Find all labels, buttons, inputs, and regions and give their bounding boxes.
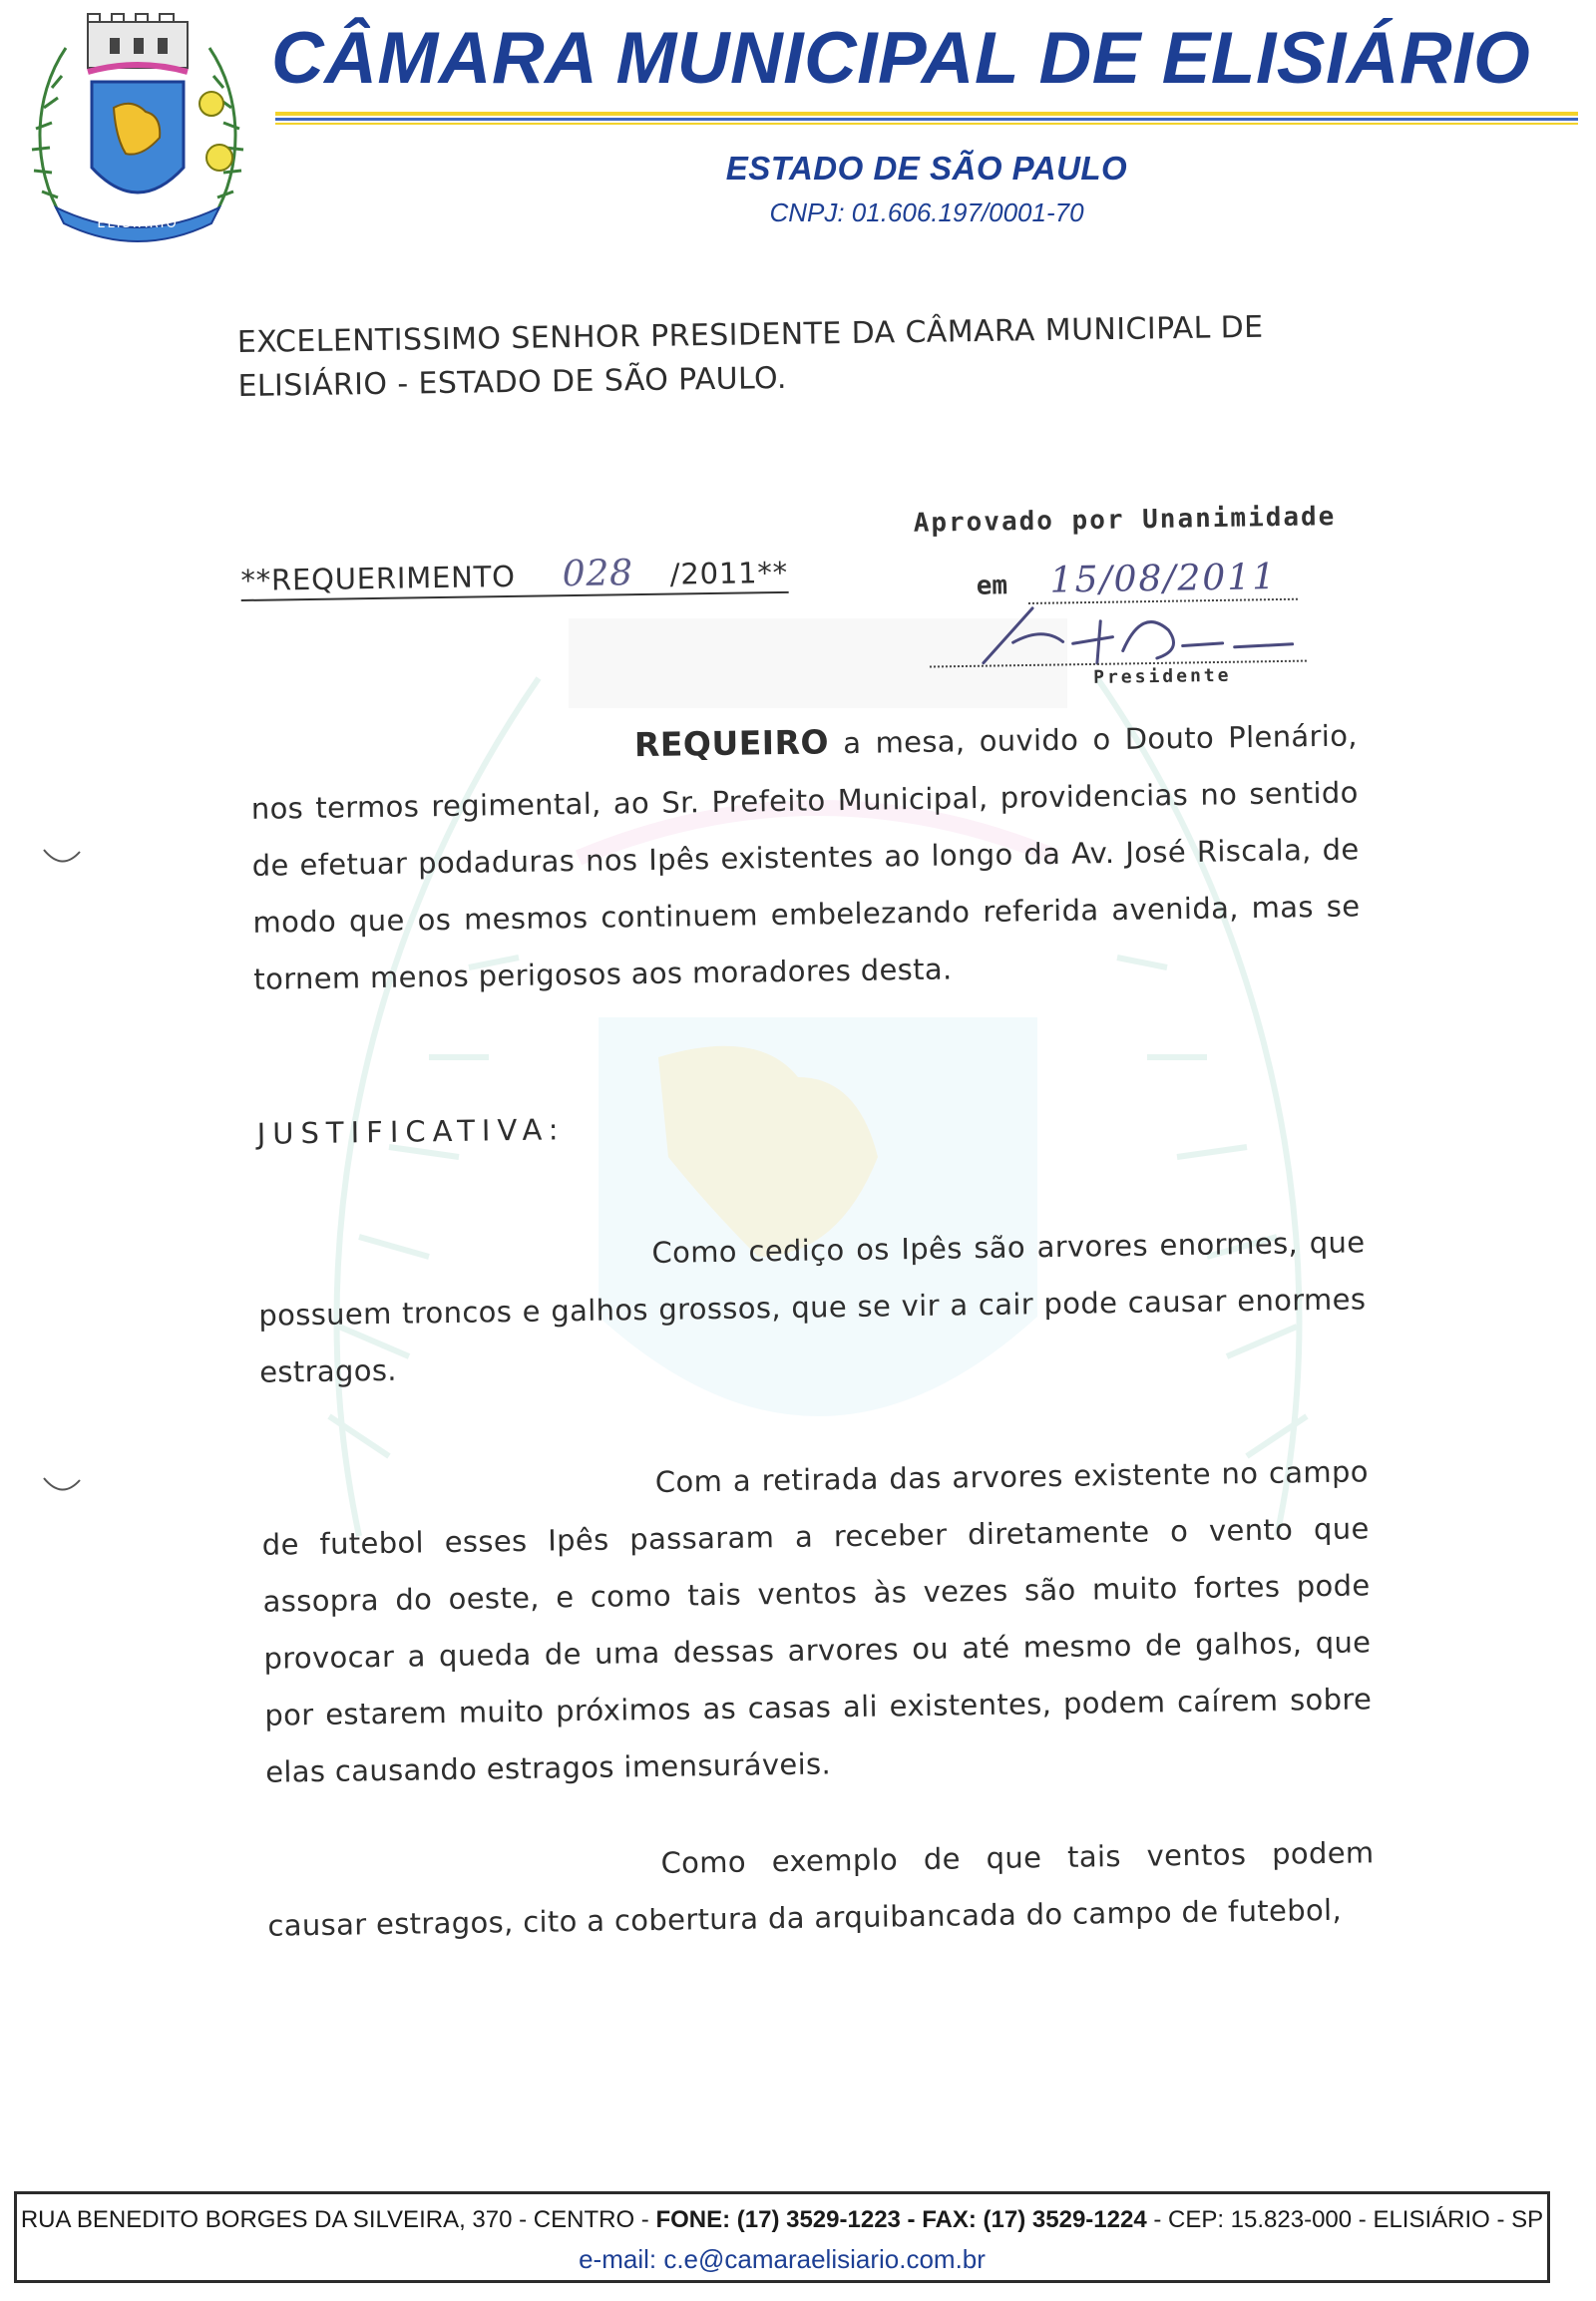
stamp-role: Presidente [1092,664,1232,688]
footer-box [14,2191,1550,2283]
stamp-date: 15/08/2011 [1049,557,1278,601]
approval-stamp [901,501,1402,708]
requeiro-lead: REQUEIRO [633,722,830,765]
stamp-title: Aprovado por Unanimidade [913,502,1337,539]
requerimento-prefix: **REQUERIMENTO [240,559,517,598]
footer-email[interactable]: e-mail: c.e@camaraelisiario.com.br [579,2244,986,2274]
header-state: ESTADO DE SÃO PAULO [725,150,1128,187]
footer-cep: - CEP: 15.823-000 - ELISIÁRIO - SP [1146,2206,1544,2233]
paragraph-justificativa-3 [266,1824,1376,1954]
paragraph-text: a mesa, ouvido o Douto Plenário, nos termos regimental, ao Sr. Prefeito Municipal, providencias no sentido de efetuar podaduras nos Ipês existentes ao longo da Av. José Riscala, de modo que os mesmos continuem embelezando referida avenida, mas se tornem menos perigosos aos moradores desta. [250,718,1361,996]
requerimento-suffix: /2011** [669,555,789,591]
paragraph-text: Como exemplo de que tais ventos podem causar estragos, cito a cobertura da arquibancada do campo de futebol, [267,1835,1375,1943]
stamp-date-label: em [976,571,1008,601]
justificativa-heading: JUSTIFICATIVA: [256,1112,566,1151]
paragraph-justificativa-1 [257,1214,1367,1400]
addressee: EXCELENTISSIMO SENHOR PRESIDENTE DA CÂMARA MUNICIPAL DE ELISIÁRIO - ESTADO DE SÃO PAULO. [236,309,1264,405]
paragraph-text: Como cediço os Ipês são arvores enormes, que possuem troncos e galhos grossos, que se vir a cair pode causar enormes estragos. [258,1225,1367,1389]
paragraph-text: Com a retirada das arvores existente no campo de futebol esses Ipês passaram a receber diretamente o vento que assopra do oeste, e como tais ventos às vezes são muito fortes pode provocar a queda de uma dessas arvores ou até mesmo de galhos, que por estarem muito próximos as casas ali existentes, podem caírem sobre elas causando estragos imensuráveis. [261,1454,1373,1789]
footer-phone: FONE: (17) 3529-1223 - FAX: (17) 3529-1224 [655,2206,1147,2233]
requerimento-line [240,551,788,599]
footer-street: RUA BENEDITO BORGES DA SILVEIRA, 370 - CENTRO - [20,2206,656,2233]
footer-address [17,2206,1547,2234]
paragraph-requeiro [250,705,1362,1007]
requerimento-number: 028 [562,553,634,595]
header-cnpj: CNPJ: 01.606.197/0001-70 [769,197,1084,227]
page-title: CÂMARA MUNICIPAL DE ELISIÁRIO [271,18,1531,99]
crest-ribbon-text: ELISIÁRIO [97,216,179,231]
paragraph-justificativa-2 [261,1443,1374,1800]
